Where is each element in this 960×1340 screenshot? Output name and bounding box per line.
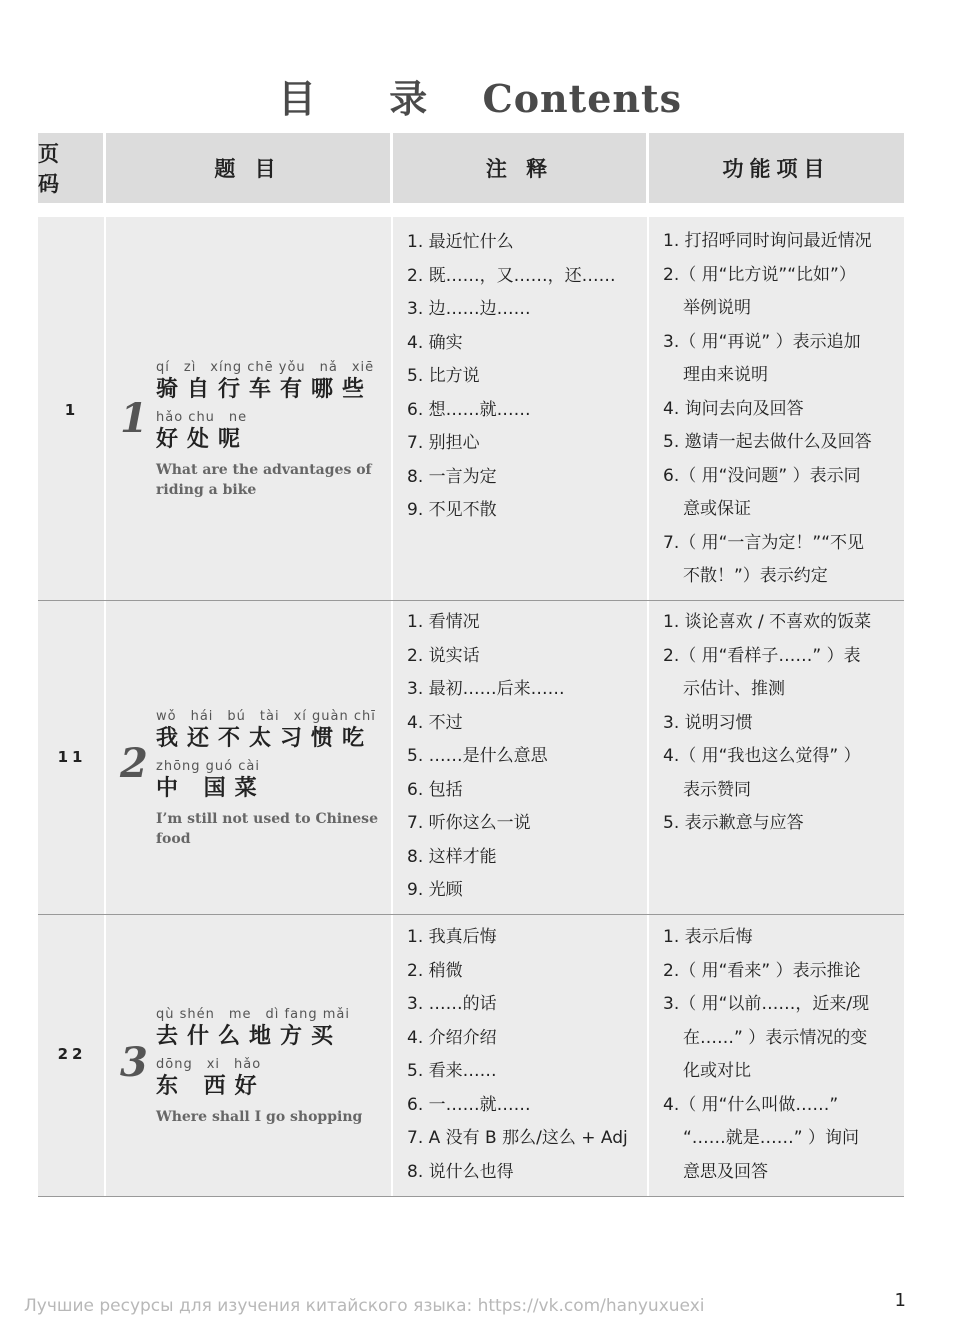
page-cell (38, 217, 106, 600)
list-item: 9. 不见不散 (407, 500, 497, 520)
contents-table (38, 133, 904, 1197)
header-functions: 功能项目 (722, 157, 831, 181)
lesson-page-number: 22 (57, 1045, 87, 1063)
lesson-page-number: 11 (57, 748, 87, 766)
lesson-pinyin: dōng xi hǎo (156, 1057, 262, 1072)
lesson-hanzi: 东 西好 (156, 1074, 266, 1099)
lesson-english-title: What are the advantages of riding a bike (156, 462, 372, 498)
functions-cell (649, 915, 904, 1196)
list-item: 2. 既……，又……，还…… (407, 265, 616, 286)
notes-list (407, 606, 641, 908)
list-item: 2.（ 用“看样子……” ）表 (663, 645, 861, 666)
list-item: 4.（ 用“我也这么觉得” ） (663, 746, 861, 766)
list-item: 4. 介绍介绍 (407, 1027, 497, 1048)
table-header (38, 133, 904, 203)
lesson-hanzi: 好处呢 (156, 427, 250, 452)
list-item: 1. 看情况 (407, 612, 480, 632)
list-item: 3. 最初……后来…… (407, 679, 565, 699)
list-item: 5. 比方说 (407, 366, 480, 386)
lesson-row[interactable] (38, 915, 904, 1197)
notes-list (407, 921, 641, 1189)
list-item: 在……” ）表示情况的变 (683, 1027, 868, 1048)
lesson-pinyin: qù shén me dì fang mǎi (156, 1007, 350, 1022)
list-item: 9. 光顾 (407, 880, 463, 900)
title-chinese: 目 录 (278, 77, 458, 121)
list-item: 示估计、推测 (683, 679, 785, 699)
list-item: 2. 说实话 (407, 645, 480, 666)
lesson-hanzi: 我还不太习惯吃 (156, 726, 374, 751)
list-item: 3.（ 用“再说” ）表示追加 (663, 331, 861, 352)
notes-cell (393, 915, 649, 1196)
list-item: 4. 确实 (407, 332, 463, 353)
functions-list (663, 225, 898, 594)
list-item: 3. 边……边…… (407, 299, 531, 319)
lesson-title-block (156, 1007, 396, 1127)
title-cell (106, 601, 393, 914)
lesson-english-title: Where shall I go shopping (156, 1109, 363, 1125)
page-cell (38, 601, 106, 914)
lesson-number: 2 (120, 740, 148, 787)
list-item: 6. 想……就…… (407, 399, 531, 420)
functions-cell (649, 601, 904, 914)
lesson-pinyin: wǒ hái bú tài xí guàn chī (156, 709, 376, 724)
lesson-number: 3 (120, 1039, 148, 1086)
list-item: 举例说明 (683, 298, 751, 318)
list-item: 5. ……是什么意思 (407, 746, 548, 766)
list-item: 表示赞同 (683, 779, 751, 800)
functions-cell (649, 217, 904, 600)
notes-list (407, 226, 641, 528)
list-item: 2.（ 用“看来” ）表示推论 (663, 960, 861, 981)
lesson-hanzi: 中 国菜 (156, 776, 266, 801)
lesson-number: 1 (120, 395, 148, 442)
functions-list (663, 606, 898, 841)
list-item: 5. 表示歉意与应答 (663, 813, 804, 833)
page-title (0, 68, 960, 123)
functions-list (663, 921, 898, 1189)
list-item: 7. 听你这么一说 (407, 813, 531, 833)
list-item: 3. 说明习惯 (663, 712, 753, 733)
lesson-title-block (156, 360, 396, 500)
list-item: 7. A 没有 B 那么/这么 + Adj (407, 1128, 628, 1148)
list-item: 2.（ 用“比方说”“比如”） (663, 264, 856, 285)
list-item: 意或保证 (683, 499, 751, 519)
page-number: 1 (894, 1290, 906, 1311)
list-item: 4. 询问去向及回答 (663, 398, 804, 419)
list-item: 6.（ 用“没问题” ）表示同 (663, 465, 861, 486)
list-item: 不散！”）表示约定 (683, 566, 828, 586)
list-item: “……就是……” ）询问 (683, 1128, 860, 1148)
list-item: 6. 包括 (407, 779, 463, 800)
lesson-english-title: I’m still not used to Chinese food (156, 811, 378, 847)
lesson-title-block (156, 709, 396, 849)
lesson-pinyin: hǎo chu ne (156, 410, 248, 425)
list-item: 8. 一言为定 (407, 466, 497, 487)
list-item: 1. 表示后悔 (663, 927, 753, 947)
header-page: 页 码 (38, 133, 106, 203)
list-item: 6. 一……就…… (407, 1094, 531, 1115)
notes-cell (393, 601, 649, 914)
list-item: 1. 打招呼同时询问最近情况 (663, 231, 872, 251)
list-item: 8. 说什么也得 (407, 1161, 514, 1182)
lesson-pinyin: zhōng guó cài (156, 759, 260, 774)
header-notes: 注 释 (393, 133, 649, 203)
list-item: 7.（ 用“一言为定！”“不见 (663, 532, 865, 553)
notes-cell (393, 217, 649, 600)
footer-link-text: Лучшие ресурсы для изучения китайского языка: https://vk.com/hanyuxuexi (24, 1296, 705, 1316)
list-item: 5. 邀请一起去做什么及回答 (663, 432, 872, 452)
list-item: 3. ……的话 (407, 994, 497, 1014)
list-item: 4.（ 用“什么叫做……” (663, 1094, 839, 1115)
list-item: 1. 谈论喜欢 / 不喜欢的饭菜 (663, 612, 872, 632)
list-item: 2. 稍微 (407, 960, 463, 981)
list-item: 1. 最近忙什么 (407, 232, 514, 252)
list-item: 3.（ 用“以前……，近来/现 (663, 994, 870, 1014)
list-item: 4. 不过 (407, 712, 463, 733)
list-item: 8. 这样才能 (407, 846, 497, 867)
title-english: Contents (482, 76, 682, 121)
lesson-hanzi: 去什么地方买 (156, 1024, 343, 1049)
lesson-row[interactable] (38, 217, 904, 601)
list-item: 意思及回答 (683, 1161, 768, 1182)
list-item: 7. 别担心 (407, 433, 480, 453)
list-item: 理由来说明 (683, 365, 768, 385)
page-cell (38, 915, 106, 1196)
list-item: 5. 看来…… (407, 1061, 497, 1081)
lesson-page-number: 1 (64, 401, 80, 419)
header-title: 题 目 (106, 133, 393, 203)
lesson-pinyin: qí zì xíng chē yǒu nǎ xiē (156, 360, 375, 375)
list-item: 化或对比 (683, 1061, 751, 1081)
lesson-row[interactable] (38, 601, 904, 915)
list-item: 1. 我真后悔 (407, 927, 497, 947)
lesson-hanzi: 骑自行车有哪些 (156, 377, 374, 402)
title-cell (106, 217, 393, 600)
title-cell (106, 915, 393, 1196)
